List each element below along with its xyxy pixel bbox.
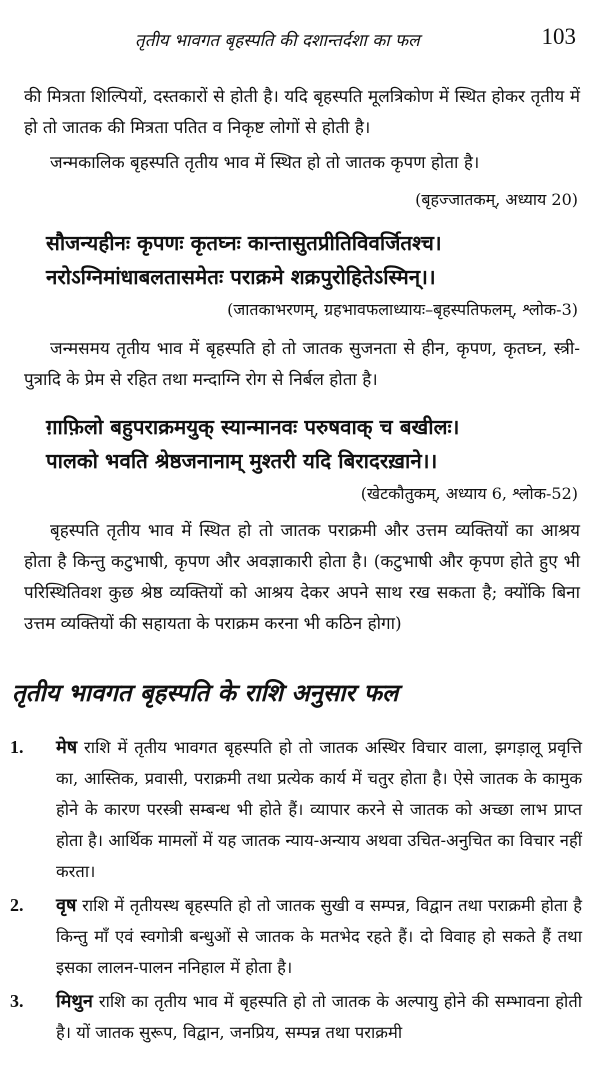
item-number: 1.	[10, 737, 24, 757]
verse-line: नरोऽग्निमांधाबलतासमेतः पराक्रमे शक्रपुरोहितेऽस्मिन्।।	[46, 265, 436, 289]
page-number: 103	[541, 24, 576, 49]
paragraph-4: बृहस्पति तृतीय भाव में स्थित हो तो जातक पराक्रमी और उत्तम व्यक्तियों का आश्रय होता है किन्तु कटुभाषी, कृपण और अवज्ञाकारी होता है। (कटुभाषी और कृपण होते हुए भी परिस्थितिवश कुछ श्रेष्ठ व्यक्तियों को आश्रय देकर अपने साथ रख सकता है; क्योंकि बिना उत्तम व्यक्तियों की सहायता के पराक्रम करना भी कठिन होगा)	[24, 521, 580, 634]
item-text	[56, 890, 582, 983]
verse-line: ग़ाफ़िलो बहुपराक्रमयुक् स्यान्मानवः परुषवाक् च बखीलः।	[46, 415, 460, 439]
verse-line: सौजन्यहीनः कृपणः कृतघ्नः कान्तासुतप्रीतिविवर्जितश्च।	[46, 231, 442, 255]
rashi-keyword: मिथुन	[56, 991, 93, 1012]
section-heading: तृतीय भावगत बृहस्पति के राशि अनुसार फल	[12, 679, 399, 707]
item-text	[56, 732, 582, 887]
rashi-keyword: वृष	[56, 895, 77, 916]
item-body: राशि में तृतीय भावगत बृहस्पति हो तो जातक अस्थिर विचार वाला, झगड़ालू प्रवृत्ति का, आस्तिक, प्रवासी, पराक्रमी तथा प्रत्येक कार्य में चतुर होता है। ऐसे जातक के कामुक होने के कारण परस्त्री सम्बन्ध भी होते हैं। व्यापार करने से जातक को अच्छा लाभ प्राप्त होता है। आर्थिक मामलों में यह जातक न्याय-अन्याय अथवा उचित-अनुचित का विचार नहीं करता।	[56, 738, 582, 881]
source-citation-1: (बृहज्जातकम्, अध्याय 20)	[415, 190, 578, 209]
item-number: 2.	[10, 895, 24, 915]
paragraph-2: जन्मकालिक बृहस्पति तृतीय भाव में स्थित हो तो जातक कृपण होता है।	[50, 153, 480, 173]
running-title: तृतीय भावगत बृहस्पति की दशान्तर्दशा का फल	[135, 31, 420, 51]
item-body: राशि का तृतीय भाव में बृहस्पति हो तो जातक के अल्पायु होने की सम्भावना होती है। यों जातक सुरूप, विद्वान, जनप्रिय, सम्पन्न तथा पराक्रमी	[56, 992, 582, 1042]
paragraph-3: जन्मसमय तृतीय भाव में बृहस्पति हो तो जातक सुजनता से हीन, कृपण, कृतघ्न, स्त्री-पुत्रादि के प्रेम से रहित तथा मन्दाग्नि रोग से निर्बल होता है।	[24, 339, 580, 390]
rashi-keyword: मेष	[56, 737, 78, 758]
item-text	[56, 986, 582, 1048]
paragraph-1: की मित्रता शिल्पियों, दस्तकारों से होती है। यदि बृहस्पति मूलत्रिकोण में स्थित होकर तृतीय में हो तो जातक की मित्रता पतित व निकृष्ट लोगों से होती है।	[24, 87, 580, 138]
item-number: 3.	[10, 991, 24, 1011]
running-header	[0, 24, 600, 54]
persian-verse-2	[46, 410, 586, 478]
source-citation-3: (खेटकौतुकम्, अध्याय 6, श्लोक-52)	[360, 484, 578, 503]
verse-line: पालको भवति श्रेष्ठजनानाम् मुश्तरी यदि बिरादरख़ाने।।	[46, 449, 438, 473]
sanskrit-verse-1	[46, 226, 586, 294]
item-body: राशि में तृतीयस्थ बृहस्पति हो तो जातक सुखी व सम्पन्न, विद्वान तथा पराक्रमी होता है किन्तु माँ एवं स्वगोत्री बन्धुओं से जातक के मतभेद रहते हैं। दो विवाह हो सकते हैं तथा इसका लालन-पालन ननिहाल में होता है।	[56, 896, 582, 977]
source-citation-2: (जातकाभरणम्, ग्रहभावफलाध्यायः–बृहस्पतिफलम्, श्लोक-3)	[227, 300, 578, 319]
